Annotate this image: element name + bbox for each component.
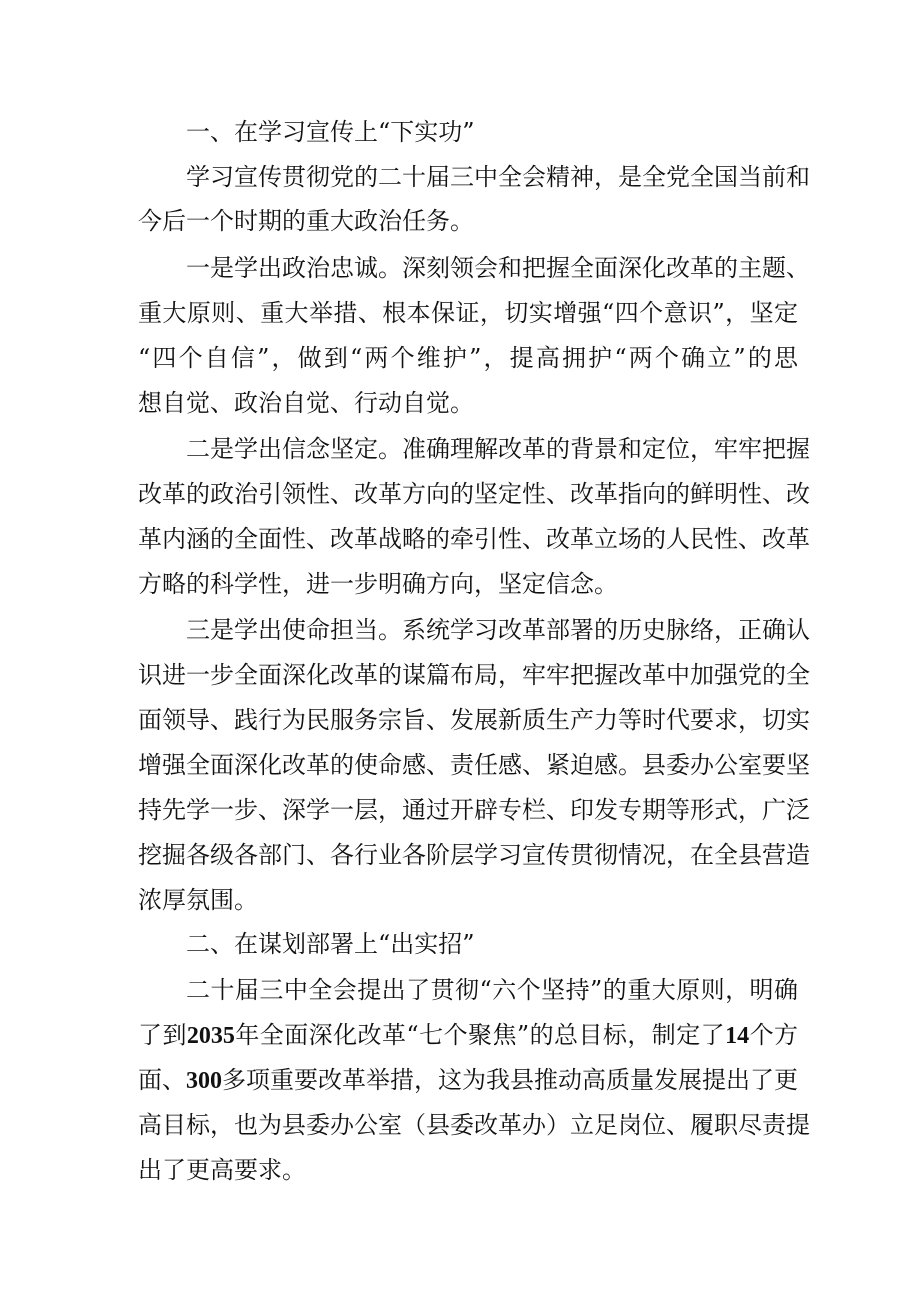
paragraph-line: 浓厚氛围。 [138,886,258,914]
paragraph-line: 今后一个时期的重大政治任务。 [138,207,474,235]
text-run: 了到 [138,1021,187,1049]
paragraph-line: 持先学一步、深学一层，通过开辟专栏、印发专期等形式，广泛 [138,796,810,824]
paragraph-line-mixed [138,1013,798,1057]
paragraph-line: 增强全面深化改革的使命感、责任感、紧迫感。县委办公室要坚 [138,751,810,779]
text-run: 多项重要改革举措，这为我县推动高质量发展提出了更 [222,1066,798,1094]
paragraph-line: 二是学出信念坚定。准确理解改革的背景和定位，牢牢把握 [186,435,810,463]
section-heading-1: 一、在学习宣传上“下实功” [186,118,475,146]
paragraph-line: 学习宣传贯彻党的二十届三中全会精神，是全党全国当前和 [186,163,810,191]
text-run: 年全面深化改革“七个聚焦”的总目标，制定了 [234,1021,726,1049]
count-number: 14 [725,1023,750,1049]
year-number: 2035 [186,1023,235,1049]
text-run: 个方 [749,1021,799,1049]
paragraph-line: 一是学出政治忠诚。深刻领会和把握全面深化改革的主题、 [186,254,810,282]
paragraph-line-mixed [138,1058,798,1102]
section-heading-2: 二、在谋划部署上“出实招” [186,930,475,958]
count-number: 300 [186,1068,222,1094]
paragraph-line: 想自觉、政治自觉、行动自觉。 [138,389,474,417]
paragraph-line: 改革的政治引领性、改革方向的坚定性、改革指向的鲜明性、改 [138,480,810,508]
paragraph-line: 重大原则、重大举措、根本保证，切实增强“四个意识”，坚定 [138,299,798,327]
paragraph-line: “四个自信”，做到“两个维护”，提高拥护“两个确立”的思 [138,344,798,372]
paragraph-line: 高目标，也为县委办公室（县委改革办）立足岗位、履职尽责提 [138,1111,810,1139]
paragraph-line: 识进一步全面深化改革的谋篇布局，牢牢把握改革中加强党的全 [138,661,810,689]
paragraph-line: 三是学出使命担当。系统学习改革部署的历史脉络，正确认 [186,616,810,644]
paragraph-line: 二十届三中全会提出了贯彻“六个坚持”的重大原则，明确 [186,976,798,1004]
paragraph-line: 出了更高要求。 [138,1156,306,1184]
paragraph-line: 方略的科学性，进一步明确方向，坚定信念。 [138,570,618,598]
paragraph-line: 面领导、践行为民服务宗旨、发展新质生产力等时代要求，切实 [138,706,810,734]
paragraph-line: 挖掘各级各部门、各行业各阶层学习宣传贯彻情况，在全县营造 [138,841,810,869]
paragraph-line: 革内涵的全面性、改革战略的牵引性、改革立场的人民性、改革 [138,525,810,553]
text-run: 面、 [138,1066,186,1094]
